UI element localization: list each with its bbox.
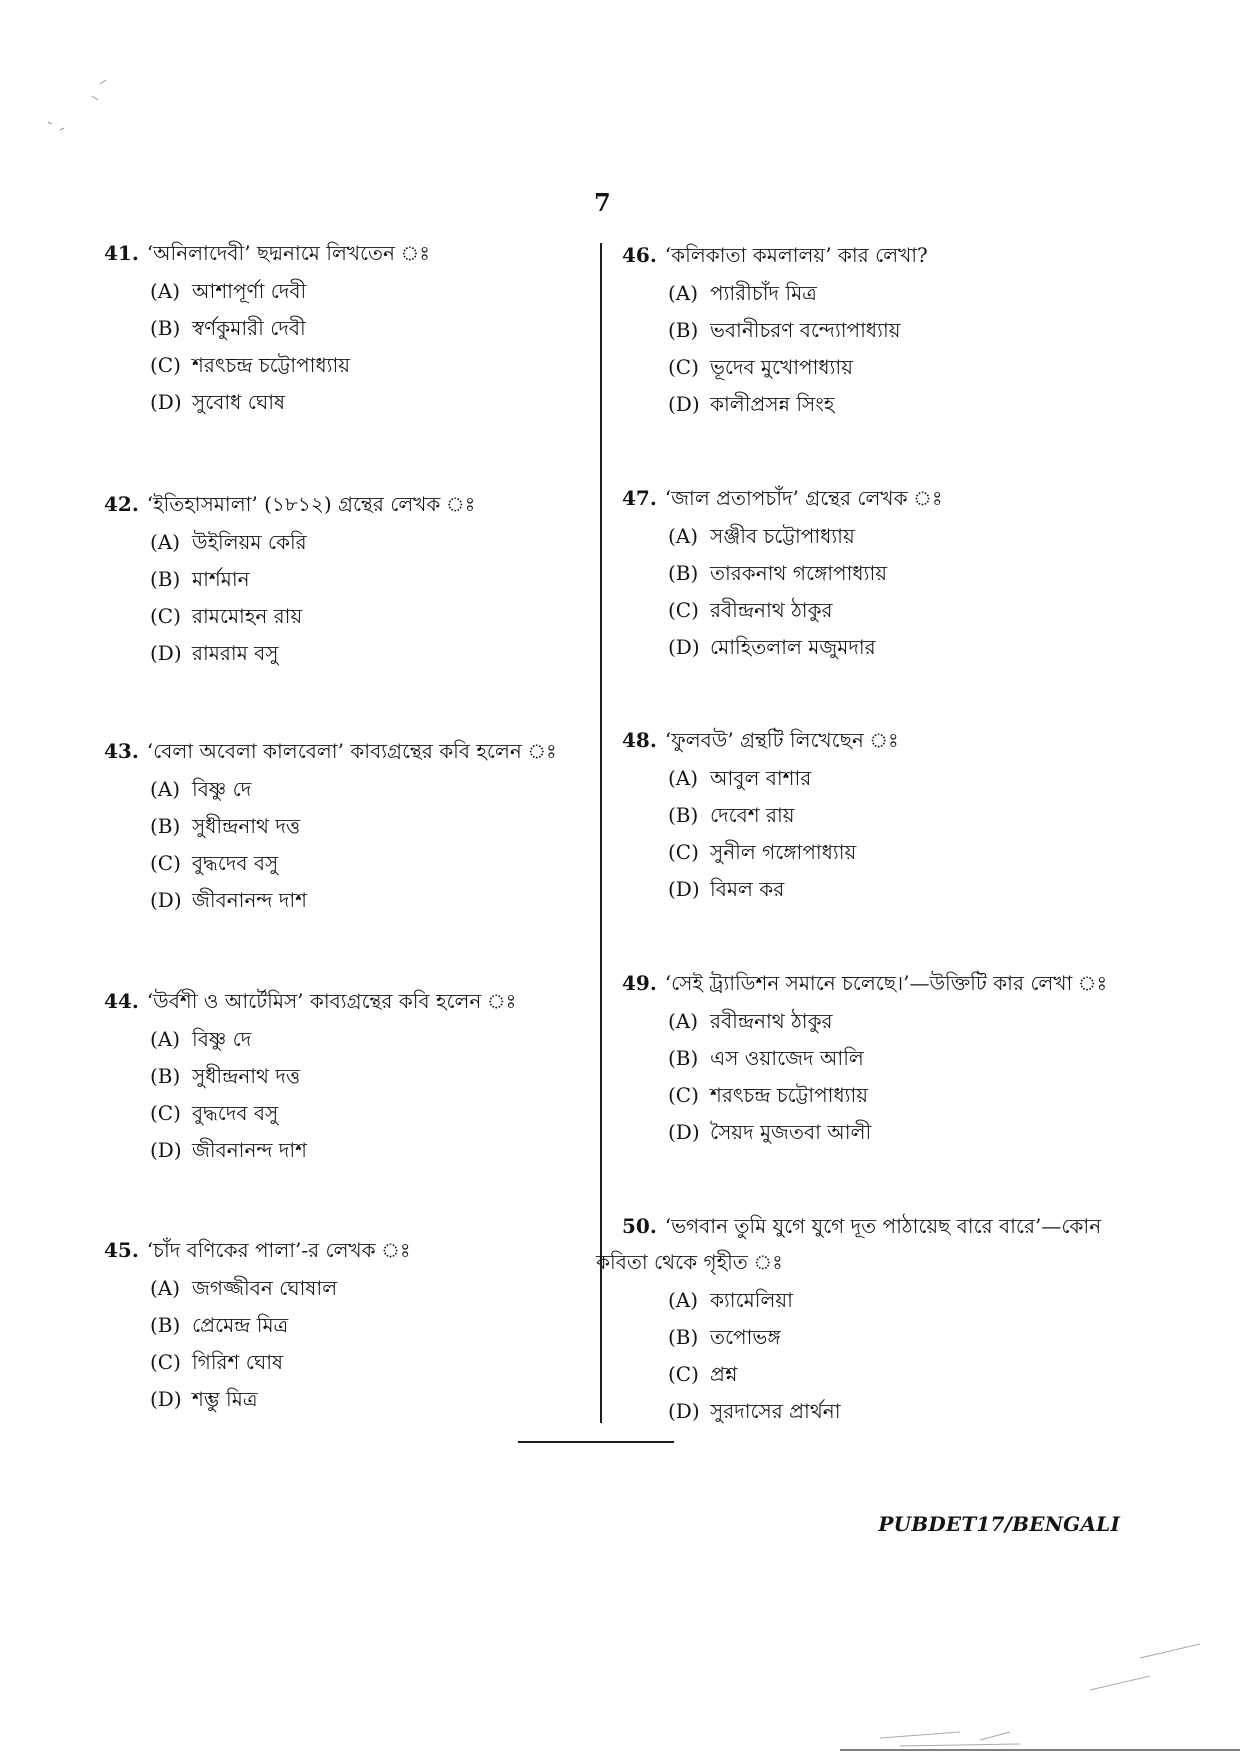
option-list: [150, 1275, 411, 1412]
option-text: ভবানীচরণ বন্দ্যোপাধ্যায়: [710, 318, 901, 342]
question-text: ‘চাঁদ বণিকের পালা’-র লেখক ঃ: [146, 1238, 411, 1262]
option-text: সুনীল গঙ্গোপাধ্যায়: [710, 840, 857, 864]
option-letter: (A): [150, 1027, 181, 1051]
option-text: স্বর্ণকুমারী দেবী: [192, 316, 306, 340]
option-b: [150, 566, 475, 592]
option-a: [150, 1275, 411, 1301]
option-text: উইলিয়ম কেরি: [192, 530, 307, 554]
question-47: [622, 485, 943, 671]
option-letter: (A): [668, 281, 699, 305]
option-letter: (B): [150, 814, 181, 838]
option-text: ক্যামেলিয়া: [710, 1288, 793, 1312]
option-text: সঞ্জীব চট্টোপাধ্যায়: [710, 524, 855, 548]
question-text: ‘অনিলাদেবী’ ছদ্মনামে লিখতেন ঃ: [146, 241, 430, 265]
option-text: শম্ভু মিত্র: [192, 1387, 258, 1411]
question-text: ‘ভগবান তুমি যুগে যুগে দূত পাঠায়েছ বারে বারে’—কোন: [664, 1214, 1102, 1238]
option-d: [150, 1386, 411, 1412]
option-letter: (A): [150, 1276, 181, 1300]
question-49: [622, 970, 1107, 1156]
option-letter: (B): [668, 1325, 699, 1349]
option-c: [150, 352, 430, 378]
option-letter: (D): [150, 888, 182, 912]
option-letter: (B): [150, 1313, 181, 1337]
option-text: মার্শমান: [192, 567, 250, 591]
option-b: [668, 560, 943, 586]
option-text: কালীপ্রসন্ন সিংহ: [710, 392, 835, 416]
option-c: [150, 850, 557, 876]
option-letter: (B): [150, 1064, 181, 1088]
option-list: [150, 529, 475, 666]
end-rule: [518, 1441, 674, 1443]
option-c: [668, 597, 943, 623]
option-list: [668, 1008, 1107, 1145]
option-a: [668, 523, 943, 549]
option-letter: (A): [150, 530, 181, 554]
question-number: 42.: [104, 492, 139, 516]
option-letter: (A): [150, 279, 181, 303]
page-number: 7: [594, 188, 611, 217]
question-number: 50.: [622, 1214, 657, 1238]
option-a: [668, 280, 928, 306]
option-letter: (D): [150, 390, 182, 414]
option-letter: (C): [668, 1083, 699, 1107]
option-text: জীবনানন্দ দাশ: [192, 1138, 307, 1162]
option-text: রবীন্দ্রনাথ ঠাকুর: [710, 1009, 833, 1033]
option-list: [150, 776, 557, 913]
option-list: [668, 523, 943, 660]
option-letter: (B): [668, 1046, 699, 1070]
option-text: বিষ্ণু দে: [192, 777, 252, 801]
question-number: 45.: [104, 1238, 139, 1262]
option-letter: (B): [150, 567, 181, 591]
question-text: ‘জাল প্রতাপচাঁদ’ গ্রন্থের লেখক ঃ: [664, 486, 943, 510]
option-a: [668, 1008, 1107, 1034]
question-46: [622, 242, 928, 428]
question-text: ‘ফুলবউ’ গ্রন্থটি লিখেছেন ঃ: [664, 728, 899, 752]
option-d: [150, 389, 430, 415]
question-42: [104, 491, 475, 677]
option-d: [150, 887, 557, 913]
option-letter: (D): [150, 1387, 182, 1411]
option-text: ভূদেব মুখোপাধ্যায়: [710, 355, 853, 379]
option-d: [668, 1119, 1107, 1145]
column-divider: [600, 243, 602, 1423]
option-text: তারকনাথ গঙ্গোপাধ্যায়: [710, 561, 888, 585]
option-d: [668, 876, 899, 902]
option-a: [150, 529, 475, 555]
option-text: জগজ্জীবন ঘোষাল: [192, 1276, 338, 1300]
option-letter: (B): [668, 561, 699, 585]
option-c: [150, 603, 475, 629]
option-list: [150, 1026, 516, 1163]
option-text: সুরদাসের প্রার্থনা: [710, 1399, 841, 1423]
option-text: আবুল বাশার: [710, 766, 812, 790]
question-number: 47.: [622, 486, 657, 510]
option-letter: (C): [150, 604, 181, 628]
option-d: [150, 640, 475, 666]
option-text: এস ওয়াজেদ আলি: [710, 1046, 864, 1070]
question-text: ‘সেই ট্র্যাডিশন সমানে চলেছে।’—উক্তিটি কার লেখা ঃ: [664, 971, 1108, 995]
option-list: [150, 278, 430, 415]
option-letter: (B): [150, 316, 181, 340]
option-b: [150, 315, 430, 341]
option-letter: (B): [668, 318, 699, 342]
option-c: [150, 1349, 411, 1375]
question-number: 46.: [622, 243, 657, 267]
scan-mark-top-left: [40, 78, 120, 138]
question-45: [104, 1237, 411, 1423]
option-letter: (C): [150, 353, 181, 377]
option-letter: (C): [668, 355, 699, 379]
option-letter: (C): [150, 851, 181, 875]
scan-mark-bottom-right: [840, 1640, 1240, 1754]
question-41: [104, 240, 430, 426]
option-text: বুদ্ধদেব বসু: [192, 1101, 279, 1125]
option-a: [150, 1026, 516, 1052]
option-text: তপোভঙ্গ: [710, 1325, 781, 1349]
option-letter: (D): [150, 1138, 182, 1162]
question-text: ‘বেলা অবেলা কালবেলা’ কাব্যগ্রন্থের কবি হলেন ঃ: [146, 739, 557, 763]
question-number: 44.: [104, 989, 139, 1013]
option-letter: (D): [668, 1399, 700, 1423]
option-text: সুধীন্দ্রনাথ দত্ত: [192, 814, 301, 838]
option-letter: (A): [668, 524, 699, 548]
option-text: সুধীন্দ্রনাথ দত্ত: [192, 1064, 301, 1088]
option-d: [668, 391, 928, 417]
option-c: [668, 1361, 1101, 1387]
option-letter: (C): [150, 1350, 181, 1374]
option-c: [150, 1100, 516, 1126]
option-text: প্যারীচাঁদ মিত্র: [710, 281, 817, 305]
question-text-continued: কবিতা থেকে গৃহীত ঃ: [596, 1250, 783, 1274]
option-text: প্রেমেন্দ্র মিত্র: [192, 1313, 289, 1337]
question-50: [596, 1213, 1102, 1435]
option-a: [668, 1287, 1101, 1313]
question-number: 49.: [622, 971, 657, 995]
option-letter: (A): [668, 766, 699, 790]
option-text: বিষ্ণু দে: [192, 1027, 252, 1051]
option-text: আশাপূর্ণা দেবী: [192, 279, 307, 303]
question-number: 48.: [622, 728, 657, 752]
option-letter: (D): [668, 1120, 700, 1144]
option-text: দেবেশ রায়: [710, 803, 795, 827]
question-text: ‘কলিকাতা কমলালয়’ কার লেখা?: [664, 243, 928, 267]
option-b: [150, 1063, 516, 1089]
question-text: ‘উর্বশী ও আর্টেমিস’ কাব্যগ্রন্থের কবি হলেন ঃ: [146, 989, 517, 1013]
option-letter: (A): [150, 777, 181, 801]
option-a: [668, 765, 899, 791]
question-44: [104, 988, 516, 1174]
option-letter: (D): [668, 392, 700, 416]
option-b: [668, 1045, 1107, 1071]
option-letter: (C): [668, 598, 699, 622]
option-list: [668, 280, 928, 417]
option-a: [150, 776, 557, 802]
option-list: [668, 1287, 1101, 1424]
option-b: [150, 813, 557, 839]
paper-code: PUBDET17/BENGALI: [878, 1512, 1120, 1536]
option-text: শরৎচন্দ্র চট্টোপাধ্যায়: [710, 1083, 869, 1107]
option-d: [150, 1137, 516, 1163]
option-b: [668, 802, 899, 828]
option-d: [668, 634, 943, 660]
option-text: প্রশ্ন: [710, 1362, 738, 1386]
question-43: [104, 738, 557, 924]
option-b: [150, 1312, 411, 1338]
option-text: সুবোধ ঘোষ: [192, 390, 286, 414]
option-c: [668, 354, 928, 380]
option-text: গিরিশ ঘোষ: [192, 1350, 284, 1374]
option-b: [668, 1324, 1101, 1350]
option-letter: (C): [668, 840, 699, 864]
option-letter: (A): [668, 1009, 699, 1033]
option-letter: (A): [668, 1288, 699, 1312]
option-text: রামমোহন রায়: [192, 604, 303, 628]
option-text: বিমল কর: [710, 877, 785, 901]
option-letter: (B): [668, 803, 699, 827]
option-list: [668, 765, 899, 902]
option-letter: (D): [150, 641, 182, 665]
option-text: রবীন্দ্রনাথ ঠাকুর: [710, 598, 833, 622]
option-letter: (C): [668, 1362, 699, 1386]
option-d: [668, 1398, 1101, 1424]
option-text: রামরাম বসু: [192, 641, 279, 665]
option-c: [668, 1082, 1107, 1108]
question-48: [622, 727, 899, 913]
question-number: 43.: [104, 739, 139, 763]
option-letter: (D): [668, 877, 700, 901]
option-text: বুদ্ধদেব বসু: [192, 851, 279, 875]
option-text: শরৎচন্দ্র চট্টোপাধ্যায়: [192, 353, 351, 377]
option-letter: (C): [150, 1101, 181, 1125]
option-letter: (D): [668, 635, 700, 659]
question-number: 41.: [104, 241, 139, 265]
option-text: সৈয়দ মুজতবা আলী: [710, 1120, 872, 1144]
option-b: [668, 317, 928, 343]
option-c: [668, 839, 899, 865]
option-text: জীবনানন্দ দাশ: [192, 888, 307, 912]
option-text: মোহিতলাল মজুমদার: [710, 635, 876, 659]
option-a: [150, 278, 430, 304]
question-text: ‘ইতিহাসমালা’ (১৮১২) গ্রন্থের লেখক ঃ: [146, 492, 476, 516]
